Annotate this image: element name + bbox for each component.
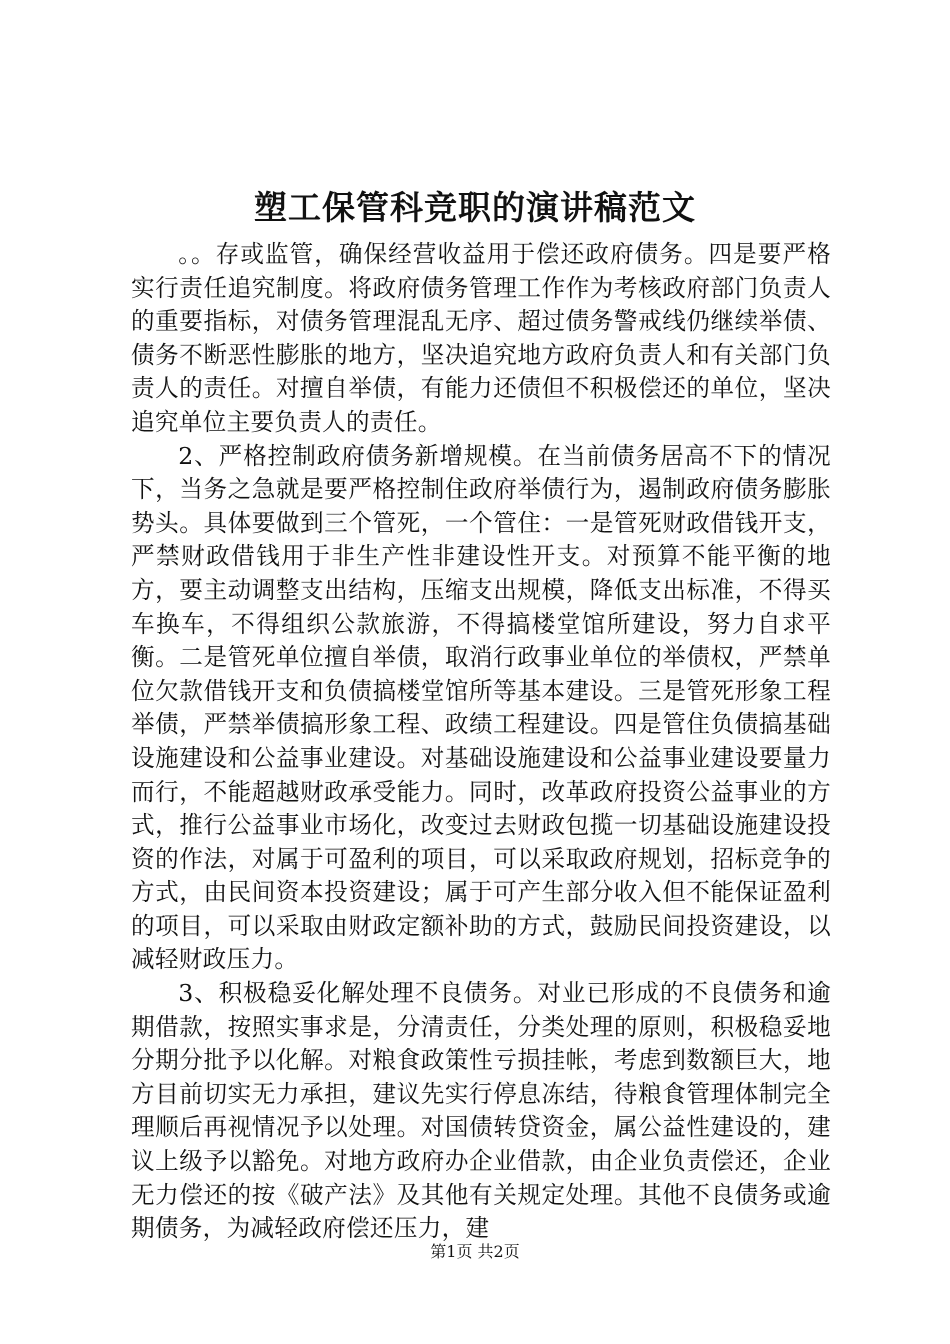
- document-title: 塑工保管科竞职的演讲稿范文: [254, 188, 696, 227]
- paragraph-2: 2、严格控制政府债务新增规模。在当前债务居高不下的情况下，当务之急就是要严格控制住政府举债行为，遏制政府债务膨胀势头。具体要做到三个管死，一个管住：一是管死财政借钱开支，严禁财政借钱用于非生产性非建设性开支。对预算不能平衡的地方，要主动调整支出结构，压缩支出规模，降低支出标准，不得买车换车，不得组织公款旅游，不得搞楼堂馆所建设，努力自求平衡。二是管死单位擅自举债，取消行政事业单位的举债权，严禁单位欠款借钱开支和负债搞楼堂馆所等基本建设。三是管死形象工程举债，严禁举债搞形象工程、政绩工程建设。四是管住负债搞基础设施建设和公益事业建设。对基础设施建设和公益事业建设要量力而行，不能超越财政承受能力。同时，改革政府投资公益事业的方式，推行公益事业市场化，改变过去财政包揽一切基础设施建设投资的作法，对属于可盈利的项目，可以采取政府规划，招标竞争的方式，由民间资本投资建设；属于可产生部分收入但不能保证盈利的项目，可以采取由财政定额补助的方式，鼓励民间投资建设，以减轻财政压力。: [131, 441, 831, 974]
- page-footer: 第1页 共2页: [430, 1242, 520, 1261]
- paragraph-1: 。。存或监管，确保经营收益用于偿还政府债务。四是要严格实行责任追究制度。将政府债务管理工作作为考核政府部门负责人的重要指标，对债务管理混乱无序、超过债务警戒线仍继续举债、债务不断恶性膨胀的地方，坚决追究地方政府负责人和有关部门负责人的责任。对擅自举债，有能力还债但不积极偿还的单位，坚决追究单位主要负责人的责任。: [131, 240, 831, 436]
- paragraph-3: 3、积极稳妥化解处理不良债务。对业已形成的不良债务和逾期借款，按照实事求是，分清责任，分类处理的原则，积极稳妥地分期分批予以化解。对粮食政策性亏损挂帐，考虑到数额巨大，地方目前切实无力承担，建议先实行停息冻结，待粮食管理体制完全理顺后再视情况予以处理。对国债转贷资金，属公益性建设的，建议上级予以豁免。对地方政府办企业借款，由企业负责偿还，企业无力偿还的按《破产法》及其他有关规定处理。其他不良债务或逾期债务，为减轻政府偿还压力，建: [131, 979, 831, 1243]
- document-body: [131, 238, 831, 1246]
